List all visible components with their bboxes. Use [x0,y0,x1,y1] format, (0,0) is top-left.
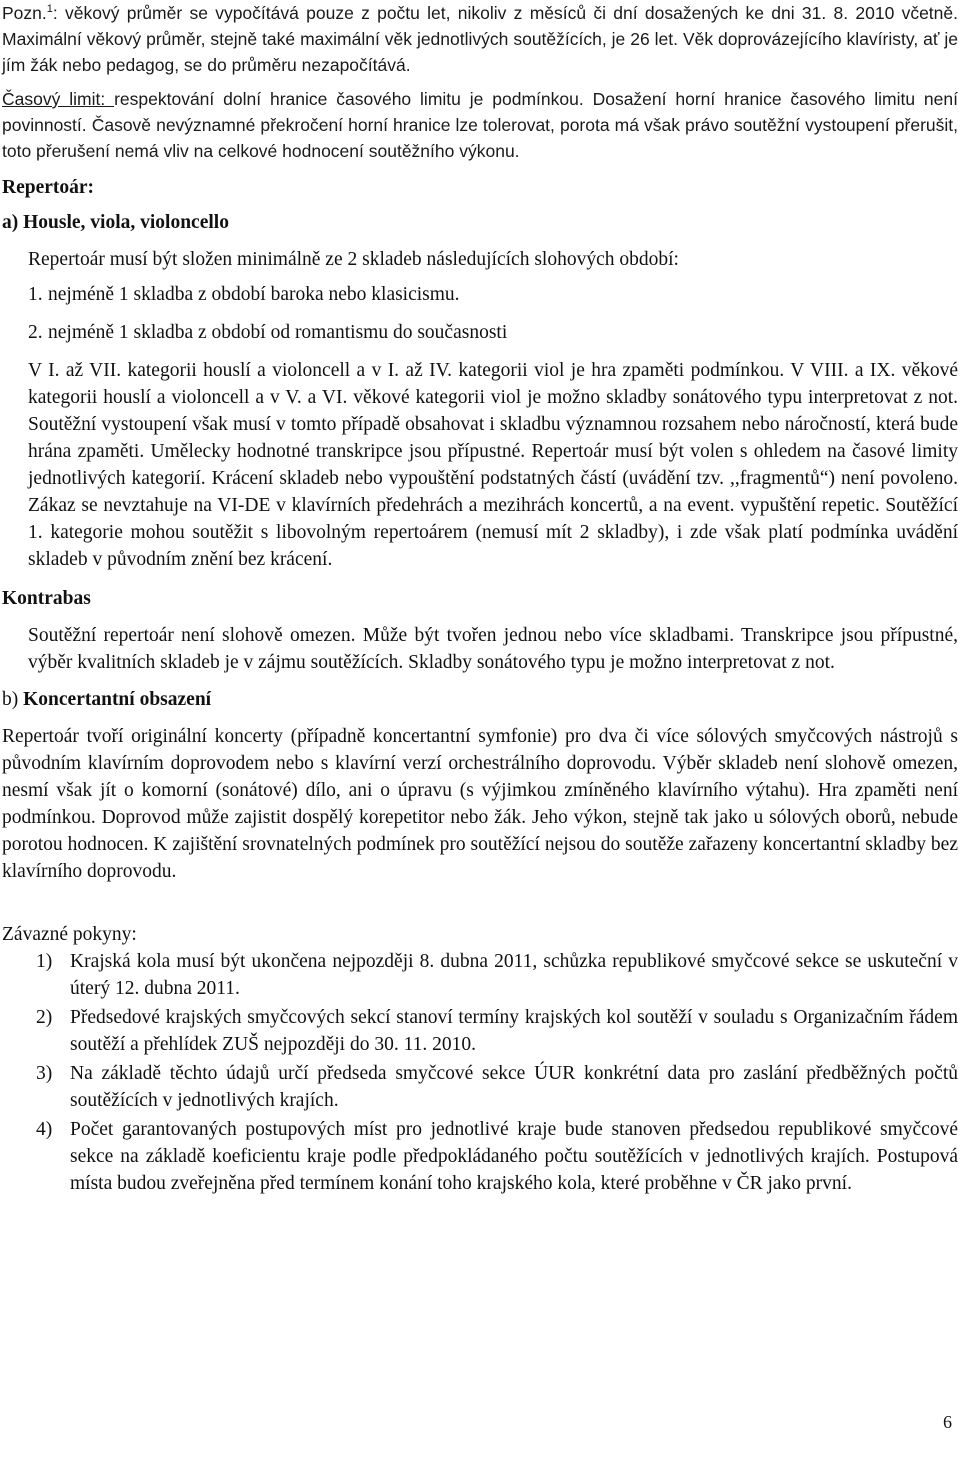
list-item-number: 3) [36,1063,53,1084]
list-item-text: Předsedové krajských smyčcových sekcí stanoví termíny krajských kol soutěží v souladu s Organizačním řádem soutěží a přehlídek ZUŠ nejpozději do 30. 11. 2010. [70,1007,958,1055]
time-limit-text: respektování dolní hranice časového limitu je podmínkou. Dosažení horní hranice časového limitu není povinností. Časově nevýznamné překročení horní hranice lze tolerovat, porota má však právo soutěžní vystoupení přerušit, toto přerušení nemá vliv na celkové hodnocení soutěžního výkonu. [2,89,958,161]
list-item-number: 2. [28,322,43,343]
age-note [2,0,958,78]
list-item-text: nejméně 1 skladba z období od romantismu do současnosti [48,322,508,343]
footnote-marker: 1 [46,3,53,16]
section-b-heading-line [2,686,958,713]
list-item [36,1004,958,1058]
list-item [36,948,958,1002]
list-item [28,319,958,346]
list-item [28,281,958,308]
pokyny-list [2,948,958,1197]
period-list [2,281,958,346]
section-a-intro: Repertoár musí být složen minimálně ze 2 skladeb následujících slohových období: [28,249,679,270]
repertoar-heading: Repertoár: [2,177,95,198]
list-item-text: Na základě těchto údajů určí předseda smyčcové sekce ÚUR konkrétní data pro zaslání předběžných počtů soutěžících v jednotlivých krajích. [70,1063,958,1111]
page-number: 6 [943,1412,952,1432]
section-b-heading: Koncertantní obsazení [23,689,212,710]
section-b-body: Repertoár tvoří originální koncerty (případně koncertantní symfonie) pro dva či více sólových smyčcových nástrojů s původním klavírním doprovodem nebo s klavírní verzí orchestrálního doprovodu. Výběr skladeb není slohově omezen, nesmí však jít o komorní (sonátové) dílo, ani o úpravu (s výjimkou zmíněného klavírního výtahu). Hra zpaměti není podmínkou. Doprovod může zajistit dospělý korepetitor nebo žák. Jeho výkon, stejně tak jako u sólových oborů, nebude porotou hodnocen. K zajištění srovnatelných podmínek pro soutěžící nejsou do soutěže zařazeny koncertantní skladby bez klavírního doprovodu. [2,726,958,882]
list-item [36,1060,958,1114]
list-item-number: 1) [36,951,53,972]
section-a-heading: a) Housle, viola, violoncello [2,212,229,233]
list-item-number: 4) [36,1119,53,1140]
list-item-number: 1. [28,284,43,305]
section-a-body: V I. až VII. kategorii houslí a violoncell a v I. až IV. kategorii viol je hra zpaměti podmínkou. V VIII. a IX. věkové kategorii houslí a violoncell a v V. a VI. věkové kategorii viol je možno skladby sonátového typu interpretovat z not. Soutěžní vystoupení však musí v tomto případě obsahovat i skladbu významnou rozsahem nebo náročností, která bude hrána zpaměti. Umělecky hodnotné transkripce jsou přípustné. Repertoár musí být volen s ohledem na časové limity jednotlivých kategorií. Krácení skladeb nebo vypouštění podstatných částí (uvádění tzv. ,,fragmentů“) není povoleno. Zákaz se nevztahuje na VI-DE v klavírních předehrách a mezihrách koncertů, a na event. vypuštění repetic. Soutěžící 1. kategorie mohou soutěžit s libovolným repertoárem (nemusí mít 2 skladby), i zde však platí podmínka uvádění skladeb v původním znění bez krácení. [28,360,958,570]
list-item-number: 2) [36,1007,53,1028]
kontrabas-body: Soutěžní repertoár není slohově omezen. Může být tvořen jednou nebo více skladbami. Transkripce jsou přípustné, výběr kvalitních skladeb je v zájmu soutěžících. Skladby sonátového typu je možno interpretovat z not. [28,625,958,673]
list-item [36,1116,958,1197]
list-item-text: Počet garantovaných postupových míst pro jednotlivé kraje bude stanoven předsedou republikové smyčcové sekce na základě koeficientu kraje podle předpokládaného počtu soutěžících v jednotlivých krajích. Postupová místa budou zveřejněna před termínem konání toho krajského kola, které proběhne v ČR jako první. [70,1119,958,1194]
section-b-prefix: b) [2,689,24,710]
list-item-text: nejméně 1 skladba z období baroka nebo klasicismu. [48,284,460,305]
time-limit-label: Časový limit: [2,89,115,109]
kontrabas-heading: Kontrabas [2,588,91,609]
time-limit-paragraph [2,86,958,164]
note-label: Pozn. [2,3,47,23]
note-text: : věkový průměr se vypočítává pouze z počtu let, nikoliv z měsíců či dní dosažených ke dni 31. 8. 2010 včetně. Maximální věkový průměr, stejně také maximální věk jednotlivých soutěžících, je 26 let. Věk doprovázejícího klavíristy, ať je jím žák nebo pedagog, se do průměru nezapočítává. [2,3,958,75]
list-item-text: Krajská kola musí být ukončena nejpozději 8. dubna 2011, schůzka republikové smyčcové sekce se uskuteční v úterý 12. dubna 2011. [70,951,958,999]
pokyny-heading: Závazné pokyny: [2,924,137,945]
